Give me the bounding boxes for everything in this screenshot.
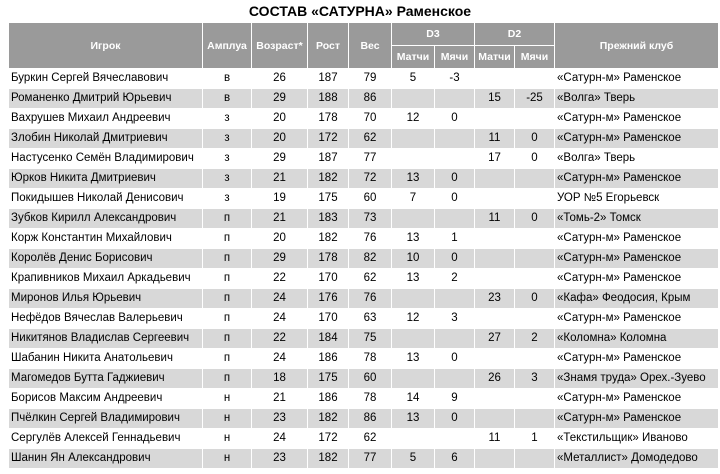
player-role: з — [203, 129, 252, 149]
player-weight: 60 — [349, 189, 392, 209]
table-row — [9, 289, 719, 309]
player-previous-club: «Сатурн-м» Раменское — [555, 229, 719, 249]
player-d2-matches — [475, 109, 515, 129]
header-d3-matches: Матчи — [392, 46, 435, 69]
player-d2-matches: 15 — [475, 89, 515, 109]
player-age: 26 — [252, 69, 308, 89]
player-d2-matches — [475, 229, 515, 249]
player-d3-matches — [392, 369, 435, 389]
player-height: 170 — [308, 269, 349, 289]
player-d2-matches: 26 — [475, 369, 515, 389]
player-d3-matches: 13 — [392, 269, 435, 289]
player-d2-goals — [515, 409, 555, 429]
table-row — [9, 449, 719, 469]
player-role: п — [203, 209, 252, 229]
player-name: Нефёдов Вячеслав Валерьевич — [9, 309, 203, 329]
player-height: 172 — [308, 129, 349, 149]
player-weight: 76 — [349, 229, 392, 249]
player-weight: 70 — [349, 109, 392, 129]
player-d3-goals — [435, 369, 475, 389]
table-row — [9, 389, 719, 409]
player-weight: 62 — [349, 129, 392, 149]
player-role: п — [203, 369, 252, 389]
player-d3-matches: 12 — [392, 109, 435, 129]
player-height: 175 — [308, 189, 349, 209]
player-previous-club: «Сатурн-м» Раменское — [555, 409, 719, 429]
player-d2-goals — [515, 269, 555, 289]
player-d2-matches: 11 — [475, 429, 515, 449]
table-row — [9, 189, 719, 209]
player-d2-matches — [475, 189, 515, 209]
player-height: 178 — [308, 109, 349, 129]
player-d2-goals — [515, 389, 555, 409]
player-d2-goals — [515, 189, 555, 209]
player-name: Юрков Никита Дмитриевич — [9, 169, 203, 189]
player-d3-goals — [435, 429, 475, 449]
player-d3-goals — [435, 209, 475, 229]
player-name: Королёв Денис Борисович — [9, 249, 203, 269]
player-d3-matches: 10 — [392, 249, 435, 269]
player-d3-goals: 6 — [435, 449, 475, 469]
player-d3-goals: 9 — [435, 389, 475, 409]
player-age: 23 — [252, 449, 308, 469]
table-row — [9, 269, 719, 289]
player-name: Сергулёв Алексей Геннадьевич — [9, 429, 203, 449]
table-row — [9, 229, 719, 249]
player-d3-matches — [392, 429, 435, 449]
player-height: 187 — [308, 69, 349, 89]
player-d2-goals: -25 — [515, 89, 555, 109]
player-d3-matches — [392, 89, 435, 109]
header-club: Прежний клуб — [555, 23, 719, 69]
player-role: п — [203, 349, 252, 369]
header-d3: D3 — [392, 23, 475, 46]
player-height: 176 — [308, 289, 349, 309]
player-age: 21 — [252, 209, 308, 229]
player-previous-club: «Сатурн-м» Раменское — [555, 349, 719, 369]
player-role: п — [203, 229, 252, 249]
player-age: 22 — [252, 329, 308, 349]
header-height: Рост — [308, 23, 349, 69]
player-d2-goals: 0 — [515, 209, 555, 229]
player-height: 184 — [308, 329, 349, 349]
player-d3-matches: 14 — [392, 389, 435, 409]
header-role: Амплуа — [203, 23, 252, 69]
player-age: 21 — [252, 389, 308, 409]
player-role: н — [203, 389, 252, 409]
player-name: Миронов Илья Юрьевич — [9, 289, 203, 309]
player-height: 182 — [308, 409, 349, 429]
player-role: з — [203, 169, 252, 189]
player-role: п — [203, 289, 252, 309]
player-d3-goals: 0 — [435, 349, 475, 369]
player-age: 24 — [252, 429, 308, 449]
player-d3-matches — [392, 329, 435, 349]
player-d3-matches: 12 — [392, 309, 435, 329]
player-d3-matches: 13 — [392, 229, 435, 249]
player-d2-goals — [515, 69, 555, 89]
player-age: 24 — [252, 289, 308, 309]
player-d2-goals — [515, 249, 555, 269]
player-height: 187 — [308, 149, 349, 169]
player-d3-goals — [435, 289, 475, 309]
player-age: 20 — [252, 229, 308, 249]
player-d2-matches — [475, 309, 515, 329]
player-name: Борисов Максим Андреевич — [9, 389, 203, 409]
player-role: з — [203, 149, 252, 169]
player-role: п — [203, 329, 252, 349]
table-row — [9, 409, 719, 429]
player-d2-goals — [515, 109, 555, 129]
table-row — [9, 109, 719, 129]
player-d2-matches — [475, 69, 515, 89]
header-row — [9, 23, 719, 46]
player-weight: 77 — [349, 149, 392, 169]
player-d2-matches — [475, 249, 515, 269]
player-role: в — [203, 89, 252, 109]
player-d2-matches — [475, 169, 515, 189]
player-previous-club: «Сатурн-м» Раменское — [555, 129, 719, 149]
player-weight: 79 — [349, 69, 392, 89]
player-height: 188 — [308, 89, 349, 109]
player-d2-goals: 3 — [515, 369, 555, 389]
player-weight: 86 — [349, 89, 392, 109]
player-d2-matches — [475, 389, 515, 409]
player-role: в — [203, 69, 252, 89]
header-age: Возраст* — [252, 23, 308, 69]
player-role: п — [203, 249, 252, 269]
player-previous-club: «Сатурн-м» Раменское — [555, 249, 719, 269]
player-d2-goals: 1 — [515, 429, 555, 449]
player-previous-club: «Металлист» Домодедово — [555, 449, 719, 469]
header-d2-matches: Матчи — [475, 46, 515, 69]
table-row — [9, 149, 719, 169]
player-d2-goals: 0 — [515, 149, 555, 169]
player-d3-goals: 3 — [435, 309, 475, 329]
player-weight: 75 — [349, 329, 392, 349]
player-age: 29 — [252, 149, 308, 169]
player-height: 186 — [308, 349, 349, 369]
player-previous-club: «Сатурн-м» Раменское — [555, 69, 719, 89]
roster-body — [9, 69, 719, 469]
player-d3-goals — [435, 329, 475, 349]
player-d3-matches — [392, 149, 435, 169]
player-d2-goals — [515, 349, 555, 369]
player-age: 29 — [252, 89, 308, 109]
player-d2-matches — [475, 269, 515, 289]
player-d2-matches: 17 — [475, 149, 515, 169]
player-role: н — [203, 449, 252, 469]
player-weight: 78 — [349, 349, 392, 369]
player-d2-goals: 0 — [515, 289, 555, 309]
player-d2-matches — [475, 449, 515, 469]
player-weight: 86 — [349, 409, 392, 429]
player-role: п — [203, 269, 252, 289]
player-d2-matches — [475, 409, 515, 429]
player-d2-matches: 23 — [475, 289, 515, 309]
player-previous-club: «Волга» Тверь — [555, 89, 719, 109]
player-previous-club: «Сатурн-м» Раменское — [555, 389, 719, 409]
player-weight: 62 — [349, 269, 392, 289]
player-d3-goals — [435, 149, 475, 169]
player-age: 20 — [252, 109, 308, 129]
player-previous-club: «Сатурн-м» Раменское — [555, 109, 719, 129]
player-d3-goals: 2 — [435, 269, 475, 289]
player-age: 24 — [252, 309, 308, 329]
player-role: п — [203, 309, 252, 329]
player-weight: 82 — [349, 249, 392, 269]
player-age: 20 — [252, 129, 308, 149]
player-d2-goals — [515, 449, 555, 469]
player-previous-club: «Сатурн-м» Раменское — [555, 169, 719, 189]
player-d2-goals — [515, 229, 555, 249]
player-d3-matches — [392, 289, 435, 309]
player-weight: 78 — [349, 389, 392, 409]
player-name: Шабанин Никита Анатольевич — [9, 349, 203, 369]
player-height: 182 — [308, 169, 349, 189]
player-role: з — [203, 189, 252, 209]
player-d3-matches: 13 — [392, 409, 435, 429]
table-row — [9, 329, 719, 349]
player-d3-matches — [392, 209, 435, 229]
player-d2-matches: 27 — [475, 329, 515, 349]
player-d3-matches: 7 — [392, 189, 435, 209]
player-previous-club: «Текстильщик» Иваново — [555, 429, 719, 449]
player-height: 175 — [308, 369, 349, 389]
player-height: 182 — [308, 229, 349, 249]
player-age: 19 — [252, 189, 308, 209]
table-row — [9, 169, 719, 189]
player-d3-goals: 0 — [435, 409, 475, 429]
player-name: Буркин Сергей Вячеславович — [9, 69, 203, 89]
player-name: Крапивников Михаил Аркадьевич — [9, 269, 203, 289]
player-d2-goals — [515, 309, 555, 329]
player-weight: 72 — [349, 169, 392, 189]
player-role: з — [203, 109, 252, 129]
player-weight: 60 — [349, 369, 392, 389]
player-d2-matches: 11 — [475, 209, 515, 229]
player-previous-club: «Томь-2» Томск — [555, 209, 719, 229]
player-age: 29 — [252, 249, 308, 269]
table-row — [9, 129, 719, 149]
header-d2-goals: Мячи — [515, 46, 555, 69]
player-name: Зубков Кирилл Александрович — [9, 209, 203, 229]
player-d2-goals — [515, 169, 555, 189]
player-d3-goals: 0 — [435, 249, 475, 269]
player-height: 182 — [308, 449, 349, 469]
player-d2-matches: 11 — [475, 129, 515, 149]
header-weight: Вес — [349, 23, 392, 69]
player-d2-goals: 2 — [515, 329, 555, 349]
player-previous-club: УОР №5 Егорьевск — [555, 189, 719, 209]
player-age: 23 — [252, 409, 308, 429]
player-name: Романенко Дмитрий Юрьевич — [9, 89, 203, 109]
player-name: Злобин Николай Дмитриевич — [9, 129, 203, 149]
table-row — [9, 429, 719, 449]
player-name: Настусенко Семён Владимирович — [9, 149, 203, 169]
player-age: 18 — [252, 369, 308, 389]
player-d3-goals: 0 — [435, 169, 475, 189]
player-role: н — [203, 429, 252, 449]
player-height: 183 — [308, 209, 349, 229]
player-d3-goals: 0 — [435, 189, 475, 209]
player-previous-club: «Знамя труда» Орех.-Зуево — [555, 369, 719, 389]
player-d2-matches — [475, 349, 515, 369]
player-previous-club: «Сатурн-м» Раменское — [555, 309, 719, 329]
player-age: 24 — [252, 349, 308, 369]
player-name: Никитянов Владислав Сергеевич — [9, 329, 203, 349]
player-weight: 63 — [349, 309, 392, 329]
player-height: 178 — [308, 249, 349, 269]
player-d3-matches: 13 — [392, 349, 435, 369]
player-name: Пчёлкин Сергей Владимирович — [9, 409, 203, 429]
player-weight: 76 — [349, 289, 392, 309]
player-age: 22 — [252, 269, 308, 289]
player-age: 21 — [252, 169, 308, 189]
player-weight: 77 — [349, 449, 392, 469]
player-d3-goals — [435, 89, 475, 109]
table-row — [9, 249, 719, 269]
player-name: Магомедов Бутта Гаджиевич — [9, 369, 203, 389]
player-height: 170 — [308, 309, 349, 329]
player-previous-club: «Сатурн-м» Раменское — [555, 269, 719, 289]
player-height: 172 — [308, 429, 349, 449]
player-d3-matches: 13 — [392, 169, 435, 189]
table-row — [9, 89, 719, 109]
table-row — [9, 309, 719, 329]
player-role: н — [203, 409, 252, 429]
player-d2-goals: 0 — [515, 129, 555, 149]
player-name: Шанин Ян Александрович — [9, 449, 203, 469]
header-d3-goals: Мячи — [435, 46, 475, 69]
table-row — [9, 349, 719, 369]
table-row — [9, 369, 719, 389]
player-d3-goals: 1 — [435, 229, 475, 249]
player-d3-matches: 5 — [392, 449, 435, 469]
player-name: Корж Константин Михайлович — [9, 229, 203, 249]
player-d3-goals: -3 — [435, 69, 475, 89]
header-d2: D2 — [475, 23, 555, 46]
table-row — [9, 209, 719, 229]
player-previous-club: «Кафа» Феодосия, Крым — [555, 289, 719, 309]
player-d3-goals — [435, 129, 475, 149]
player-previous-club: «Волга» Тверь — [555, 149, 719, 169]
player-d3-matches — [392, 129, 435, 149]
player-d3-goals: 0 — [435, 109, 475, 129]
player-name: Покидышев Николай Денисович — [9, 189, 203, 209]
player-previous-club: «Коломна» Коломна — [555, 329, 719, 349]
player-weight: 73 — [349, 209, 392, 229]
roster-table — [8, 22, 719, 469]
header-player: Игрок — [9, 23, 203, 69]
page-title: СОСТАВ «САТУРНА» Раменское — [248, 3, 472, 19]
player-weight: 62 — [349, 429, 392, 449]
player-height: 186 — [308, 389, 349, 409]
player-d3-matches: 5 — [392, 69, 435, 89]
player-name: Вахрушев Михаил Андреевич — [9, 109, 203, 129]
table-row — [9, 69, 719, 89]
